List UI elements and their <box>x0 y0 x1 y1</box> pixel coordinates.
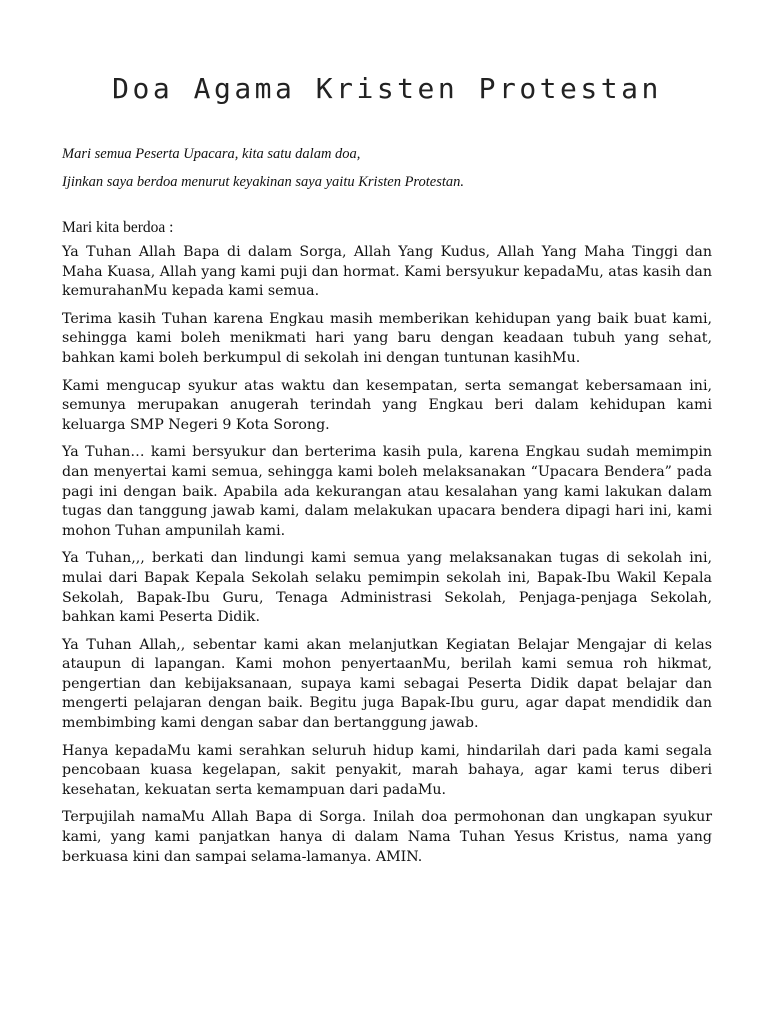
prayer-paragraph: Ya Tuhan,,, berkati dan lindungi kami semua yang melaksanakan tugas di sekolah ini, mulai dari Bapak Kepala Sekolah selaku pemimpin sekolah ini, Bapak-Ibu Wakil Kepala Sekolah, Bapak-Ibu Guru, Tenaga Administrasi Sekolah, Penjaga-penjaga Sekolah, bahkan kami Peserta Didik. <box>62 550 712 626</box>
intro-line: Ijinkan saya berdoa menurut keyakinan saya yaitu Kristen Protestan. <box>62 174 465 190</box>
prayer-paragraph: Hanya kepadaMu kami serahkan seluruh hidup kami, hindarilah dari pada kami segala pencobaan kuasa kegelapan, sakit penyakit, marah bahaya, agar kami terus diberi kesehatan, kekuatan serta kemampuan dari padaMu. <box>62 742 712 798</box>
intro-block <box>62 141 712 195</box>
intro-line: Mari semua Peserta Upacara, kita satu dalam doa, <box>62 146 361 162</box>
prayer-paragraph: Ya Tuhan Allah,, sebentar kami akan melanjutkan Kegiatan Belajar Mengajar di kelas ataupun di lapangan. Kami mohon penyertaanMu, berilah kami semua roh hikmat, pengertian dan kebijaksanaan, supaya kami sebagai Peserta Didik dapat belajar dan mengerti pelajaran dengan baik. Begitu juga Bapak-Ibu guru, agar dapat mendidik dan membimbing kami dengan sabar dan bertanggung jawab. <box>62 636 712 732</box>
prayer-paragraph: Kami mengucap syukur atas waktu dan kesempatan, serta semangat kebersamaan ini, semunya merupakan anugerah terindah yang Engkau beri dalam kehidupan kami keluarga SMP Negeri 9 Kota Sorong. <box>62 377 712 433</box>
prayer-paragraph: Terpujilah namaMu Allah Bapa di Sorga. Inilah doa permohonan dan ungkapan syukur kami, yang kami panjatkan hanya di dalam Nama Tuhan Yesus Kristus, nama yang berkuasa kini dan sampai selama-lamanya. AMIN. <box>62 809 712 865</box>
prayer-paragraph: Ya Tuhan… kami bersyukur dan berterima kasih pula, karena Engkau sudah memimpin dan menyertai kami semua, sehingga kami boleh melaksanakan “Upacara Bendera” pada pagi ini dengan baik. Apabila ada kekurangan atau kesalahan yang kami lakukan dalam tugas dan tanggung jawab kami, dalam melakukan upacara bendera dipagi hari ini, kami mohon Tuhan ampunilah kami. <box>62 444 712 539</box>
prayer-heading: Mari kita berdoa : <box>62 219 174 236</box>
prayer-paragraph: Terima kasih Tuhan karena Engkau masih memberikan kehidupan yang baik buat kami, sehingga kami boleh menikmati hari yang baru dengan keadaan tubuh yang sehat, bahkan kami boleh berkumpul di sekolah ini dengan tuntunan kasihMu. <box>62 310 712 366</box>
document-title: Doa Agama Kristen Protestan <box>112 72 662 105</box>
prayer-paragraph: Ya Tuhan Allah Bapa di dalam Sorga, Allah Yang Kudus, Allah Yang Maha Tinggi dan Maha Kuasa, Allah yang kami puji dan hormat. Kami bersyukur kepadaMu, atas kasih dan kemurahanMu kepada kami semua. <box>62 244 712 300</box>
